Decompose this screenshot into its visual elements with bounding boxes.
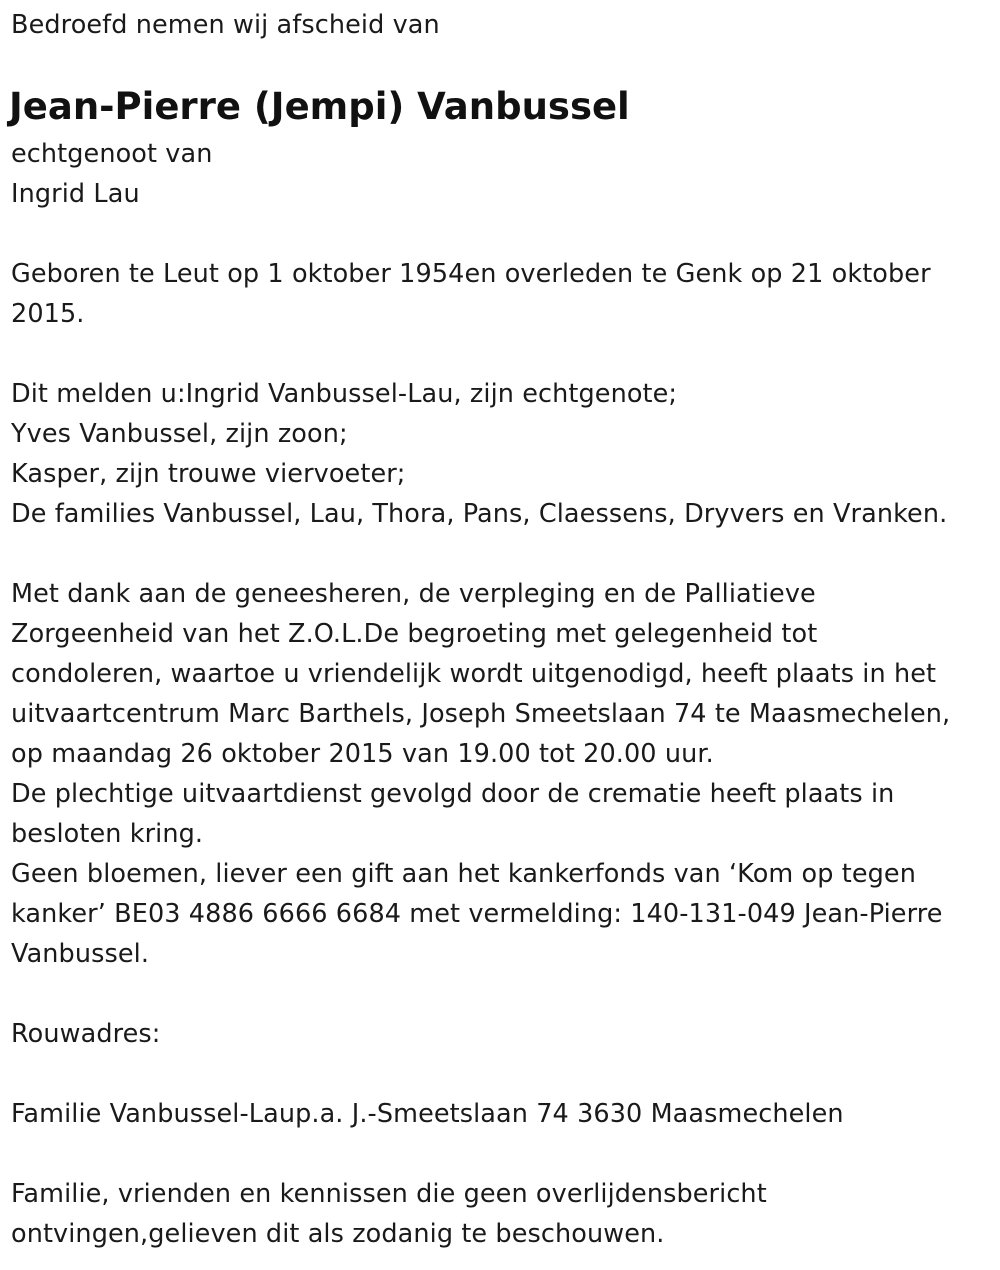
announcer-line: Yves Vanbussel, zijn zoon;	[11, 419, 348, 449]
ceremony-line: Geen bloemen, liever een gift aan het kankerfonds van ‘Kom op tegen	[11, 859, 916, 889]
ceremony-line: Met dank aan de geneesheren, de verpleging en de Palliatieve	[11, 579, 816, 609]
mourning-address: Familie Vanbussel-Laup.a. J.-Smeetslaan 74 3630 Maasmechelen	[11, 1099, 844, 1129]
deceased-name: Jean-Pierre (Jempi) Vanbussel	[9, 85, 630, 128]
spouse-name: Ingrid Lau	[11, 179, 140, 209]
ceremony-line: uitvaartcentrum Marc Barthels, Joseph Smeetslaan 74 te Maasmechelen,	[11, 699, 951, 729]
mourning-address-label: Rouwadres:	[11, 1019, 161, 1049]
ceremony-line: besloten kring.	[11, 819, 204, 849]
ceremony-line: De plechtige uitvaartdienst gevolgd door de crematie heeft plaats in	[11, 779, 895, 809]
closing-line: Familie, vrienden en kennissen die geen overlijdensbericht	[11, 1179, 767, 1209]
ceremony-line: op maandag 26 oktober 2015 van 19.00 tot 20.00 uur.	[11, 739, 714, 769]
intro-text: Bedroefd nemen wij afscheid van	[11, 10, 440, 40]
ceremony-line: Zorgeenheid van het Z.O.L.De begroeting met gelegenheid tot	[11, 619, 818, 649]
birth-death-line-1: Geboren te Leut op 1 oktober 1954en overleden te Genk op 21 oktober	[11, 259, 931, 289]
announcer-line: Kasper, zijn trouwe viervoeter;	[11, 459, 406, 489]
announcer-line: Dit melden u:Ingrid Vanbussel-Lau, zijn echtgenote;	[11, 379, 678, 409]
announcer-line: De families Vanbussel, Lau, Thora, Pans, Claessens, Dryvers en Vranken.	[11, 499, 948, 529]
spouse-label: echtgenoot van	[11, 139, 213, 169]
birth-death-line-2: 2015.	[11, 299, 85, 329]
ceremony-line: kanker’ BE03 4886 6666 6684 met vermelding: 140-131-049 Jean-Pierre	[11, 899, 943, 929]
ceremony-line: Vanbussel.	[11, 939, 150, 969]
ceremony-line: condoleren, waartoe u vriendelijk wordt uitgenodigd, heeft plaats in het	[11, 659, 937, 689]
closing-line: ontvingen,gelieven dit als zodanig te beschouwen.	[11, 1219, 665, 1249]
